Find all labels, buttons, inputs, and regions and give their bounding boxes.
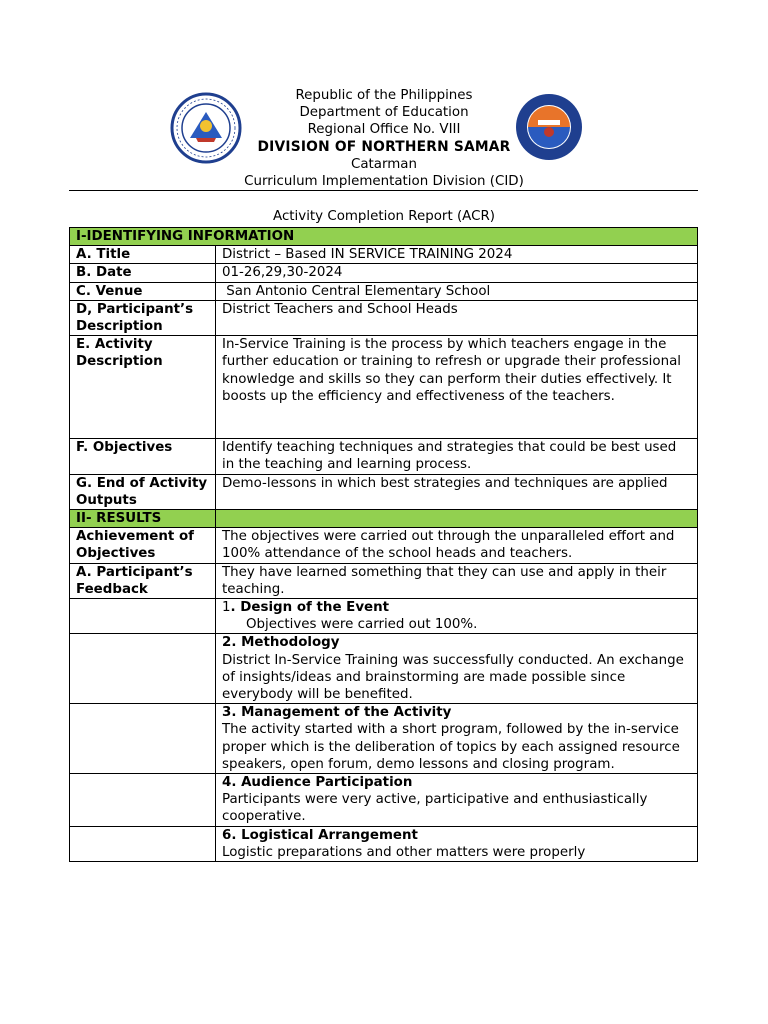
feedback-item-text: Logistic preparations and other matters were properly	[222, 844, 586, 860]
feedback-item-text: Objectives were carried out 100%.	[246, 617, 478, 633]
row-value-outputs: Demo-lessons in which best strategies and techniques are applied	[216, 474, 698, 509]
header-divider	[69, 190, 698, 191]
header-regional-office: Regional Office No. VIII	[307, 122, 461, 138]
feedback-item-title: 3. Management of the Activity	[222, 705, 452, 721]
table-row	[70, 528, 698, 563]
report-title: Activity Completion Report (ACR)	[273, 209, 495, 224]
feedback-item-text: District In-Service Training was successfully conducted. An exchange of insights/ideas and brainstorming are made possible since everybody will be benefited.	[222, 652, 684, 703]
feedback-item-text: Participants were very active, participative and enthusiastically cooperative.	[222, 792, 648, 825]
row-value-objectives: Identify teaching techniques and strategies that could be best used in the teaching and learning process.	[216, 439, 698, 474]
feedback-item	[216, 704, 698, 774]
feedback-item	[216, 774, 698, 827]
row-value-title: District – Based IN SERVICE TRAINING 2024	[216, 246, 698, 264]
feedback-item	[216, 826, 698, 861]
table-row	[70, 826, 698, 861]
table-row	[70, 439, 698, 474]
table-row	[70, 563, 698, 598]
table-row	[70, 282, 698, 300]
feedback-item-text: The activity started with a short program, followed by the in-service proper which is the deliberation of topics by each assigned resource speakers, open forum, demo lessons and closing program.	[222, 722, 680, 772]
row-label-activity-description: E. Activity Description	[70, 336, 216, 439]
feedback-item	[216, 634, 698, 704]
feedback-item-title: 2. Methodology	[222, 635, 340, 651]
table-row	[70, 264, 698, 282]
header-republic: Republic of the Philippines	[295, 88, 473, 103]
table-row	[70, 336, 698, 439]
row-label-achievement: Achievement of Objectives	[70, 528, 216, 563]
table-row	[70, 300, 698, 335]
acr-table	[69, 227, 698, 862]
feedback-item-title: . Design of the Event	[230, 600, 390, 616]
feedback-item-title: 6. Logistical Arrangement	[222, 827, 418, 843]
table-row	[70, 599, 698, 634]
document-header	[0, 87, 768, 190]
row-label-title: A. Title	[70, 246, 216, 264]
row-label-objectives: F. Objectives	[70, 439, 216, 474]
row-label-outputs: G. End of Activity Outputs	[70, 474, 216, 509]
row-label-feedback: A. Participant’s Feedback	[70, 563, 216, 598]
row-label-participants: D, Participant’s Description	[70, 300, 216, 335]
feedback-item-number: 1	[222, 600, 231, 616]
header-cid: Curriculum Implementation Division (CID)	[244, 174, 524, 190]
row-value-venue: San Antonio Central Elementary School	[216, 282, 698, 300]
section-heading-text: I-IDENTIFYING INFORMATION	[70, 228, 698, 246]
row-label-venue: C. Venue	[70, 282, 216, 300]
row-value-date: 01-26,29,30-2024	[216, 264, 698, 282]
table-row	[70, 634, 698, 704]
header-department: Department of Education	[299, 105, 469, 121]
table-row	[70, 474, 698, 509]
section-heading-results	[70, 510, 698, 528]
header-division: DIVISION OF NORTHERN SAMAR	[257, 138, 511, 155]
table-row	[70, 774, 698, 827]
table-row	[70, 246, 698, 264]
row-value-participants: District Teachers and School Heads	[216, 300, 698, 335]
section-heading-text: II- RESULTS	[70, 510, 216, 528]
feedback-item	[216, 599, 698, 634]
row-value-achievement: The objectives were carried out through the unparalleled effort and 100% attendance of the school heads and teachers.	[216, 528, 698, 563]
table-row	[70, 704, 698, 774]
row-label-date: B. Date	[70, 264, 216, 282]
row-value-activity-description: In-Service Training is the process by which teachers engage in the further education or training to refresh or upgrade their professional knowledge and skills so they can perform their duties effectively. It boosts up the efficiency and effectiveness of the teachers.	[216, 336, 698, 439]
header-city: Catarman	[350, 156, 418, 172]
row-value-feedback: They have learned something that they can use and apply in their teaching.	[216, 563, 698, 598]
section-heading-identifying	[70, 228, 698, 246]
feedback-item-title: 4. Audience Participation	[222, 775, 413, 791]
